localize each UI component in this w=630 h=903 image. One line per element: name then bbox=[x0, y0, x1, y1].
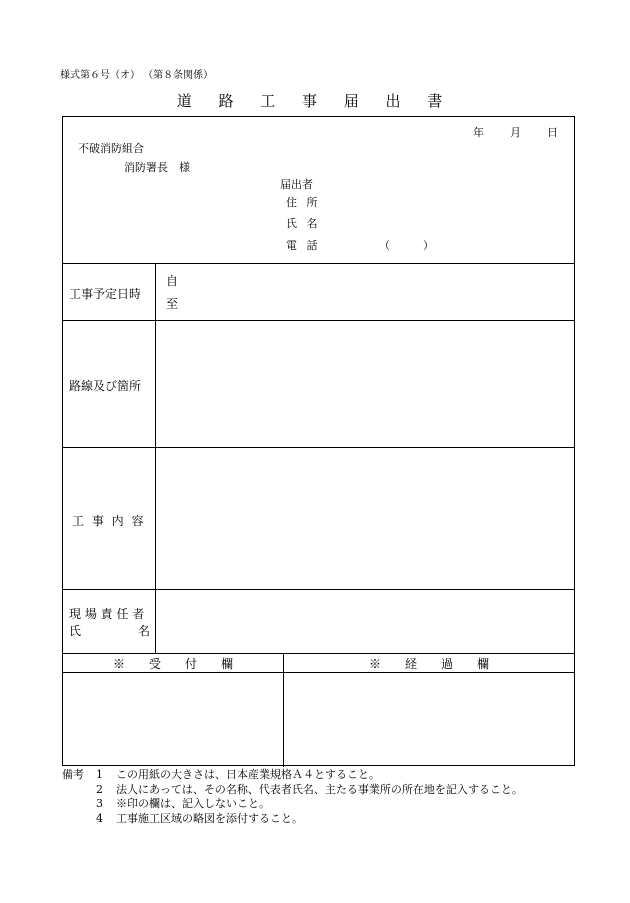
note-item bbox=[62, 783, 523, 798]
divider-content bbox=[63, 589, 574, 590]
date-year: 年 bbox=[473, 126, 484, 139]
note-text: ※印の欄は、記入しないこと。 bbox=[116, 797, 270, 810]
phone-label: 電 話 bbox=[286, 239, 321, 252]
supervisor-label-shi: 氏 bbox=[69, 624, 82, 638]
document-title: 道 路 工 事 届 出 書 bbox=[176, 92, 454, 110]
note-text: この用紙の大きさは、日本産業規格Ａ４とすること。 bbox=[116, 768, 380, 781]
name-label: 氏 名 bbox=[286, 217, 321, 230]
notes bbox=[62, 768, 523, 826]
content-label: 工 事 内 容 bbox=[72, 514, 146, 528]
route-label: 路線及び箇所 bbox=[69, 379, 142, 393]
address-label: 住 所 bbox=[286, 196, 321, 209]
note-number: 2 bbox=[96, 782, 103, 796]
date-day: 日 bbox=[547, 126, 558, 139]
date-month: 月 bbox=[510, 126, 521, 139]
addressee-org: 不破消防組合 bbox=[78, 142, 144, 155]
note-item bbox=[62, 812, 523, 827]
supervisor-label: 現 場 責 任 者 bbox=[69, 607, 145, 621]
divider-schedule bbox=[63, 320, 574, 321]
schedule-to: 至 bbox=[166, 297, 179, 311]
schedule-label: 工事予定日時 bbox=[69, 287, 142, 301]
form-table bbox=[62, 116, 575, 766]
note-number: 4 bbox=[96, 811, 103, 825]
note-item bbox=[62, 797, 523, 812]
divider-reception-header bbox=[63, 672, 574, 673]
note-number: 1 bbox=[96, 768, 103, 781]
received-column-header: ※ 受 付 欄 bbox=[112, 657, 233, 671]
phone-parentheses: （ ） bbox=[379, 239, 434, 252]
supervisor-label-mei: 名 bbox=[138, 624, 151, 638]
note-number: 3 bbox=[96, 797, 103, 810]
divider-supervisor bbox=[63, 653, 574, 654]
addressee-chief: 消防署長 様 bbox=[124, 161, 190, 174]
notes-heading: 備考 bbox=[62, 768, 84, 781]
label-column-divider bbox=[155, 263, 156, 653]
note-text: 法人にあっては、その名称、代表者氏名、主たる事業所の所在地を記入すること。 bbox=[116, 782, 523, 796]
divider-route bbox=[63, 447, 574, 448]
form-number: 様式第６号（オ） （第８条関係） bbox=[60, 70, 214, 81]
schedule-from: 自 bbox=[166, 274, 179, 288]
progress-column-header: ※ 経 過 欄 bbox=[368, 657, 489, 671]
divider-header bbox=[63, 263, 574, 264]
notifier-label: 届出者 bbox=[280, 178, 313, 191]
note-text: 工事施工区域の略図を添付すること。 bbox=[116, 811, 303, 825]
note-item bbox=[62, 768, 523, 783]
